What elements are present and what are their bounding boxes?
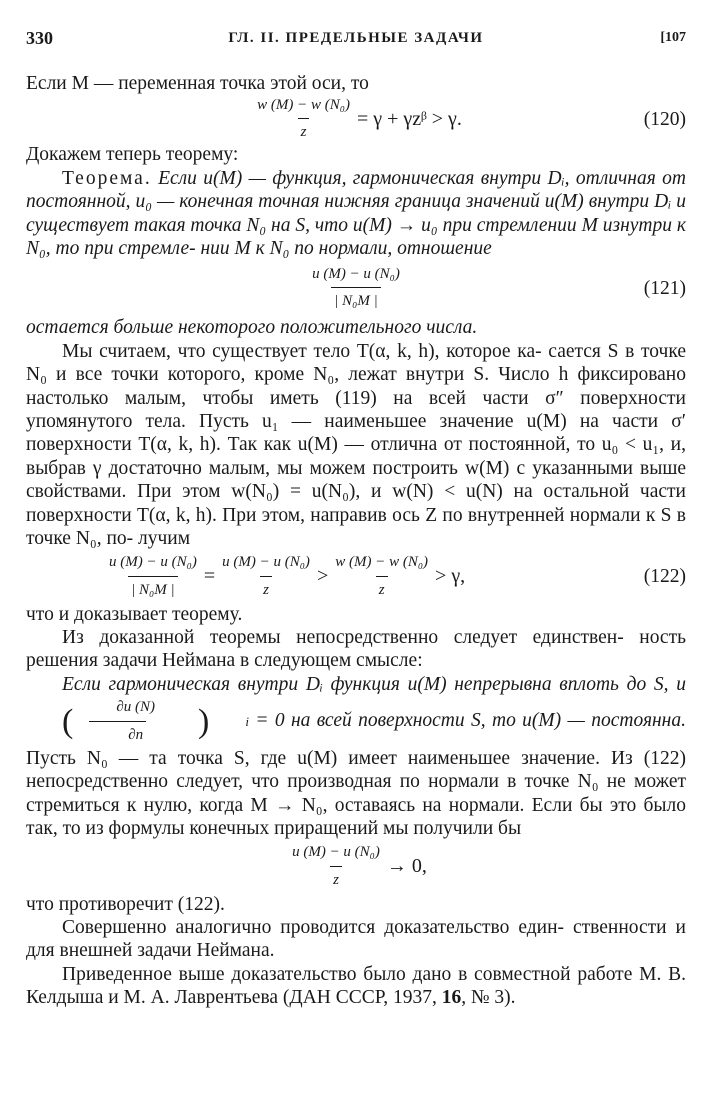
contradiction-line: что противоречит (122).: [26, 893, 225, 915]
fraction: [309, 263, 403, 314]
formula-rhs: = γ + γzᵝ > γ.: [356, 107, 462, 130]
formula-tail: > γ,: [435, 564, 466, 587]
denominator: | N₀M |: [128, 576, 177, 602]
fraction: [219, 551, 313, 602]
fraction: [332, 551, 431, 602]
theorem-paragraph: [26, 167, 686, 261]
numerator: u (M) − u (N₀): [222, 554, 310, 571]
fraction: [289, 841, 383, 892]
equation-number: (121): [643, 277, 686, 299]
statement-part: = 0 на всей поверхности S, то u(M) —: [255, 710, 585, 731]
denominator: z: [330, 866, 342, 892]
statement-part: постоянна.: [591, 710, 686, 731]
derivative-expression: [26, 696, 249, 747]
equals-sign: =: [203, 564, 216, 587]
page-number: 330: [26, 28, 53, 48]
formula-120: [26, 95, 686, 143]
numerator: u (M) − u (N₀): [109, 554, 197, 571]
formula-rhs: → 0,: [386, 854, 427, 877]
denominator: ∂n: [89, 721, 146, 747]
denominator: z: [298, 118, 310, 144]
denominator: z: [260, 576, 272, 602]
theorem-text: Если u(M) — функция, гармоническая внутри Dᵢ, отличная от постоянной, u₀ — конечная точная нижняя граница значений u(M) внутри Dᵢ и существует такая точка N₀ на S, что u(M) → u₀ при стремлении M изнутри к N₀, то при стремле- нии M к N₀ по нормали, отношение: [26, 167, 686, 260]
fraction: [77, 696, 158, 747]
proof-paragraph: Мы считаем, что существует тело T(α, k, h), которое ка- сается S в точке N₀ и все точки которого, кроме N₀, лежат внутри S. Число h фиксировано настолько малым, чтобы иметь (119) на всей части σ″ поверхности упомянутого тела. Пусть u₁ — наименьшее значение u(M) на части σ′ поверхности T(α, k, h). Так как u(M) — отлична от постоянной, то u₀ < u₁, и, выбрав γ достаточно малым, мы можем построить w(M) с указанными выше свойствами. При этом w(N₀) = u(N₀), и w(N) < u(N) на остальной части поверхности T(α, k, h). При этом, направив ось Z по внутренней нормали к S в точке N₀, по- лучим: [26, 340, 686, 550]
statement-part: Если гармоническая внутри Dᵢ функция u(M) непрерывна вплоть до S, и: [62, 673, 686, 695]
running-header: [26, 28, 686, 52]
numerator: u (M) − u (N₀): [312, 266, 400, 283]
conclusion-line: что и доказывает теорему.: [26, 603, 243, 625]
equation-number: (120): [643, 108, 686, 130]
numerator: u (M) − u (N₀): [292, 844, 380, 861]
intro-line: Если M — переменная точка этой оси, то: [26, 73, 369, 94]
formula-121: [26, 260, 686, 316]
theorem-word: Теорема.: [62, 167, 152, 189]
lead-line: Докажем теперь теорему:: [26, 144, 239, 166]
reference-text: Приведенное выше доказательство было дано в совместной работе М. В. Келдыша и М. А. Лаврентьева (ДАН СССР, 1937,: [26, 963, 686, 1009]
section-number: [107: [660, 30, 686, 45]
right-paren: ): [198, 702, 210, 740]
statement-part: Пусть N₀ — та точка S, где u(M) имеет наименьшее значение. Из (122) непосредственно следует, что производная по нормали в точке N₀ не может стремиться к нулю, когда M → N₀, оставаясь на нормали. Если бы это было так, то из формулы конечных приращений мы получили бы: [26, 747, 686, 840]
theorem-ending: остается больше некоторого положительного числа.: [26, 317, 478, 339]
left-paren: (: [62, 702, 74, 740]
equation-number: (122): [643, 565, 686, 587]
fraction: [106, 551, 200, 602]
uniqueness-paragraph: Из доказанной теоремы непосредственно следует единствен- ность решения задачи Неймана в следующем смысле:: [26, 626, 686, 672]
fraction: [254, 94, 353, 145]
denominator: | N₀M |: [331, 287, 380, 313]
neumann-statement: [26, 673, 686, 841]
volume-number: 16: [441, 987, 462, 1009]
reference-paragraph: [26, 963, 686, 1010]
external-problem-paragraph: Совершенно аналогично проводится доказательство един- ственности и для внешней задачи Неймана.: [26, 916, 686, 962]
page-body: [26, 72, 686, 1010]
numerator: w (M) − w (N₀): [257, 97, 350, 113]
formula-122: [26, 551, 686, 603]
denominator: z: [376, 576, 388, 602]
numerator: w (M) − w (N₀): [335, 554, 429, 571]
greater-sign: >: [316, 564, 329, 587]
reference-tail: , № 3).: [461, 987, 516, 1009]
formula-limit: [26, 841, 686, 893]
subscript: i: [245, 713, 249, 729]
chapter-title: ГЛ. II. ПРЕДЕЛЬНЫЕ ЗАДАЧИ: [228, 30, 484, 46]
numerator: ∂u (N): [116, 699, 155, 716]
